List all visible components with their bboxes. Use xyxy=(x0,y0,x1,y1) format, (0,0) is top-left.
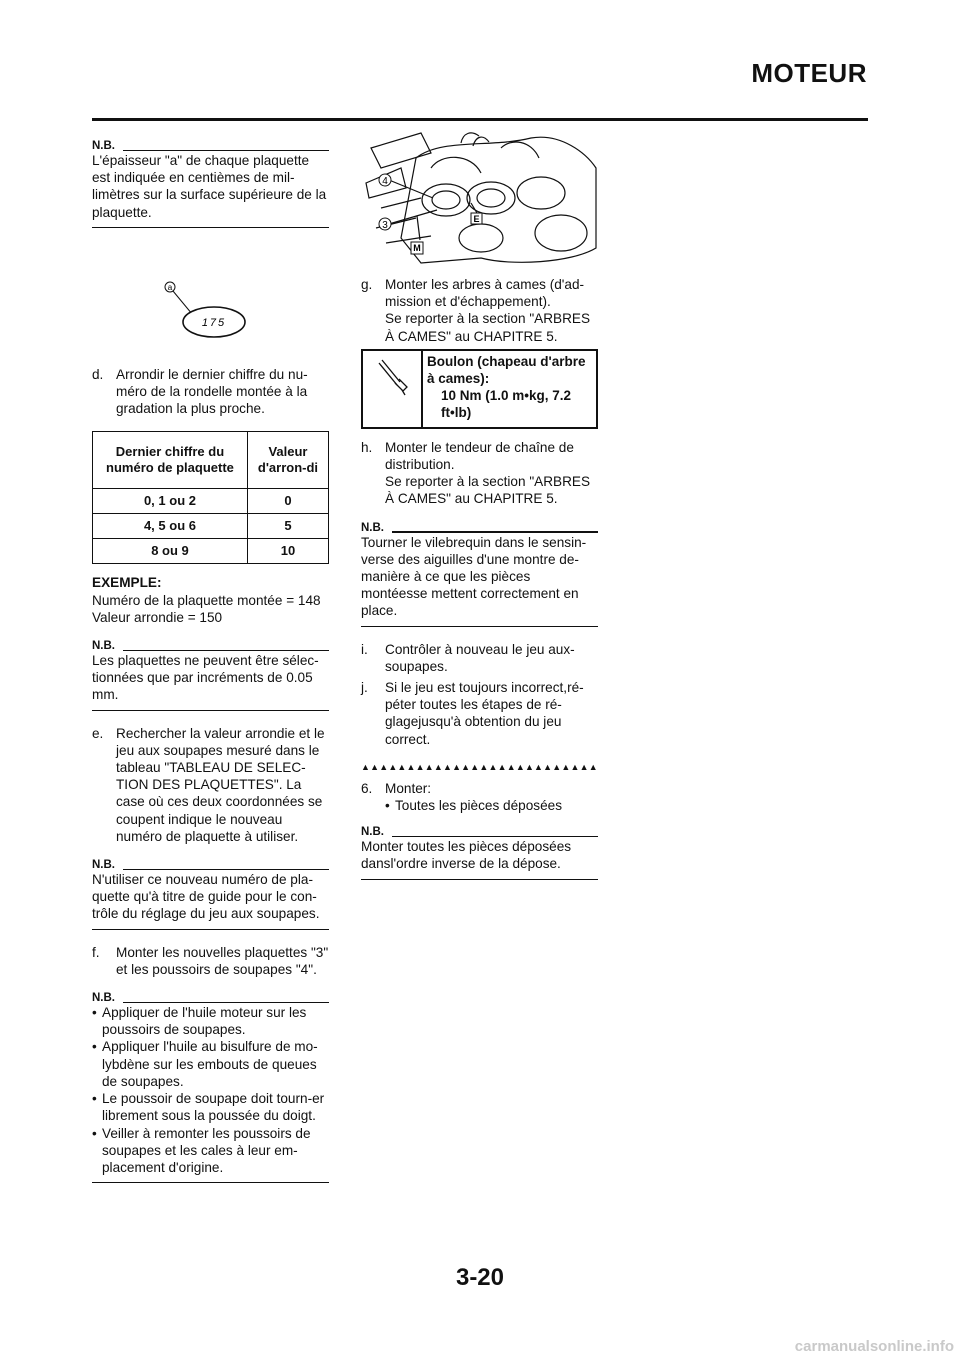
step-d xyxy=(92,366,329,418)
end-of-procedure-marker: ▲▲▲▲▲▲▲▲▲▲▲▲▲▲▲▲▲▲▲▲▲▲▲▲▲▲ xyxy=(361,761,598,772)
shim-number-label: 175 xyxy=(201,316,227,329)
example-title: EXEMPLE: xyxy=(92,575,162,591)
step-h xyxy=(361,439,598,508)
torque-value: 10 Nm (1.0 m•kg, 7.2 ft•lb) xyxy=(441,387,572,420)
note-rule xyxy=(123,650,329,652)
note-rule xyxy=(123,869,329,871)
cylinder-head-illustration xyxy=(361,128,598,270)
example-line: Numéro de la plaquette montée = 148 xyxy=(92,592,321,608)
step-j xyxy=(361,679,598,748)
step-e xyxy=(92,725,329,845)
step-text: Arrondir le dernier chiffre du nu-méro de la rondelle montée à la gradation la plus proche. xyxy=(116,366,308,417)
right-column xyxy=(361,128,598,894)
watermark: carmanualsonline.info xyxy=(794,1338,954,1355)
list-item xyxy=(385,797,598,814)
note-block xyxy=(92,140,329,228)
table-header-row xyxy=(93,432,329,489)
step-text: Monter les arbres à cames (d'ad-mission et d'échappement). xyxy=(385,277,585,310)
step-body xyxy=(385,276,598,345)
note-block xyxy=(92,859,329,930)
step-text: Si le jeu est toujours incorrect,ré-péter toutes les étapes de ré-glagejusqu'à obtention du jeu correct. xyxy=(385,680,584,747)
step-body xyxy=(385,439,598,508)
torque-spec-box xyxy=(361,349,598,429)
table-row xyxy=(93,539,329,564)
list-item-text: Le poussoir de soupape doit tourn-er librement sous la poussée du doigt. xyxy=(102,1091,325,1124)
callout-4-label: 4 xyxy=(382,176,388,187)
shim-figure xyxy=(92,242,329,366)
bullet-icon: • xyxy=(92,1125,97,1141)
camshaft-figure xyxy=(361,128,598,270)
note-text: L'épaisseur "a" de chaque plaquette est indiquée en centièmes de mil-limètres sur la surface supérieure de la plaquette. xyxy=(92,152,329,228)
table-cell: 0 xyxy=(247,489,328,514)
note-text: N'utiliser ce nouveau numéro de pla-quette qu'à titre de guide pour le con-trôle du réglage du jeu aux soupapes. xyxy=(92,871,329,930)
list-item-text: Veiller à remonter les poussoirs de soupapes et les cales à leur em-placement d'origine. xyxy=(102,1125,311,1175)
callout-a-label: a xyxy=(167,282,173,292)
note-heading xyxy=(361,826,598,838)
step-label: j. xyxy=(361,680,368,696)
table-header-cell: Dernier chiffre du numéro de plaquette xyxy=(93,432,248,489)
bullet-icon: • xyxy=(92,1091,97,1107)
note-block xyxy=(361,826,598,879)
note-heading xyxy=(92,640,329,652)
example-block xyxy=(92,574,329,626)
list-item xyxy=(92,1038,329,1090)
note-heading xyxy=(92,140,329,152)
step-text: Monter: xyxy=(385,780,432,796)
table-header-cell: Valeur d'arron-di xyxy=(247,432,328,489)
step-text: Rechercher la valeur arrondie et le jeu aux soupapes mesuré dans le tableau "TABLEAU DE SELEC-TION DES PLAQUETTES". La case où ces deux coordonnées se coupent indique le nouveau numéro de plaquette à utiliser. xyxy=(116,725,325,844)
torque-wrench-icon xyxy=(375,357,409,397)
note-label: N.B. xyxy=(92,992,115,1005)
step-i xyxy=(361,641,598,675)
note-label: N.B. xyxy=(92,859,115,872)
note-text: Les plaquettes ne peuvent être sélec-tionnées que par incréments de 0.05 mm. xyxy=(92,652,329,711)
lubricant-e-marker: E xyxy=(473,214,480,224)
torque-icon-cell xyxy=(363,351,423,427)
list-item-text: Appliquer de l'huile moteur sur les poussoirs de soupapes. xyxy=(102,1005,307,1038)
step-label: 6. xyxy=(361,780,373,796)
note-bullets xyxy=(92,1004,329,1183)
lubricant-m-marker: M xyxy=(413,243,421,253)
shim-illustration xyxy=(92,242,329,366)
example-line: Valeur arrondie = 150 xyxy=(92,609,223,625)
note-label: N.B. xyxy=(361,826,384,839)
list-item-text: Appliquer l'huile au bisulfure de mo-lybdène sur les embouts de queues de soupapes. xyxy=(102,1039,318,1089)
note-rule xyxy=(392,531,598,533)
page-number: 3-20 xyxy=(455,1264,505,1291)
note-block xyxy=(361,522,598,627)
note-label: N.B. xyxy=(361,521,384,534)
step-reference: Se reporter à la section "ARBRES À CAMES" au CHAPITRE 5. xyxy=(385,474,591,507)
torque-title: Boulon (chapeau d'arbre à cames): xyxy=(427,353,586,386)
note-label: N.B. xyxy=(92,640,115,653)
note-block xyxy=(92,992,329,1183)
step-reference: Se reporter à la section "ARBRES À CAMES" au CHAPITRE 5. xyxy=(385,311,591,344)
note-rule xyxy=(123,150,329,152)
note-heading xyxy=(361,522,598,534)
table-cell: 0, 1 ou 2 xyxy=(93,489,248,514)
rounding-table xyxy=(92,431,329,564)
step-label: f. xyxy=(92,944,100,960)
bullet-icon: • xyxy=(92,1039,97,1055)
table-row xyxy=(93,489,329,514)
page-title: MOTEUR xyxy=(751,58,867,88)
bullet-icon: • xyxy=(92,1005,97,1021)
bullet-icon: • xyxy=(385,798,390,814)
callout-3-label: 3 xyxy=(382,220,388,231)
list-item xyxy=(92,1125,329,1177)
list-item-text: Toutes les pièces déposées xyxy=(395,798,563,814)
step-text: Monter le tendeur de chaîne de distribution. xyxy=(385,439,574,473)
step-f xyxy=(92,944,329,978)
step-label: d. xyxy=(92,366,104,382)
torque-text xyxy=(423,351,596,427)
step-body xyxy=(385,780,598,814)
note-rule xyxy=(392,836,598,838)
step-text: Monter les nouvelles plaquettes "3" et les poussoirs de soupapes "4". xyxy=(116,944,329,977)
note-heading xyxy=(92,992,329,1004)
note-block xyxy=(92,640,329,711)
note-rule xyxy=(123,1002,329,1004)
note-text: Monter toutes les pièces déposées dansl'ordre inverse de la dépose. xyxy=(361,838,598,879)
note-text: Tourner le vilebrequin dans le sensin-verse des aiguilles d'une montre de-manière à ce que les pièces montéesse mettent correctement en place. xyxy=(361,534,598,627)
list-item xyxy=(92,1090,329,1124)
step-label: e. xyxy=(92,725,104,741)
step-label: g. xyxy=(361,277,373,292)
note-label: N.B. xyxy=(92,140,115,152)
left-column xyxy=(92,140,329,1197)
step-label: h. xyxy=(361,439,373,455)
step-text: Contrôler à nouveau le jeu aux-soupapes. xyxy=(385,641,575,674)
step-g xyxy=(361,276,598,345)
list-item xyxy=(92,1004,329,1038)
table-row xyxy=(93,514,329,539)
note-heading xyxy=(92,859,329,871)
table-cell: 5 xyxy=(247,514,328,539)
header-divider xyxy=(92,118,868,121)
table-cell: 8 ou 9 xyxy=(93,539,248,564)
step-6 xyxy=(361,780,598,814)
step-label: i. xyxy=(361,641,368,657)
table-cell: 4, 5 ou 6 xyxy=(93,514,248,539)
table-cell: 10 xyxy=(247,539,328,564)
